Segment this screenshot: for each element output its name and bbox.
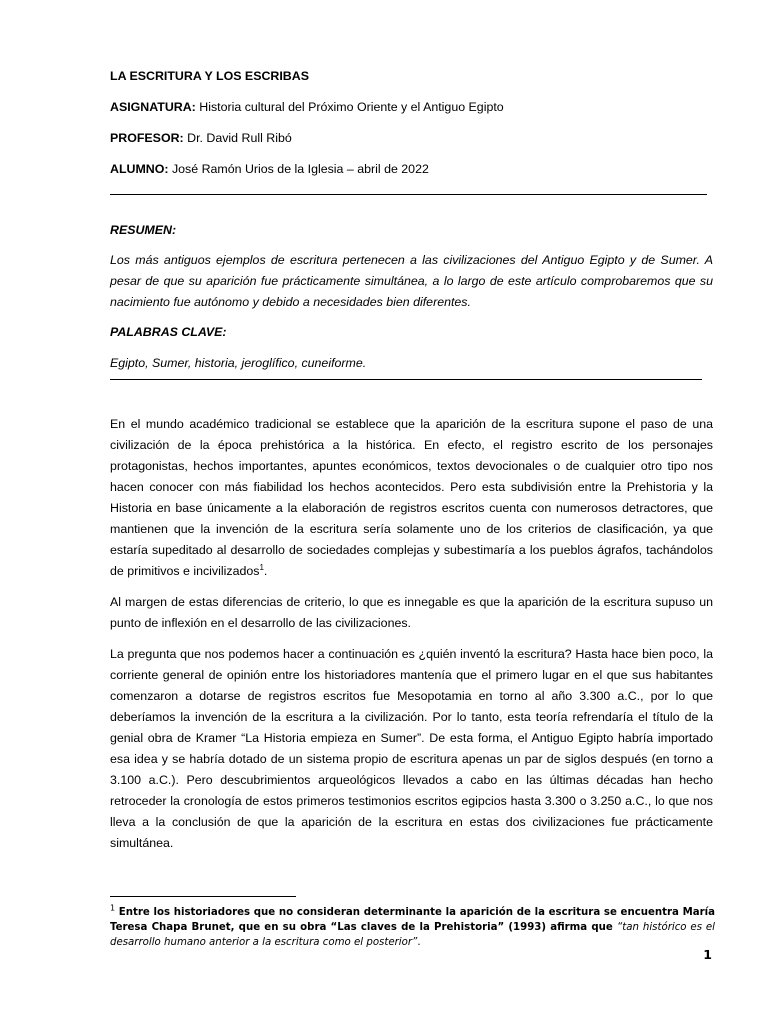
body-paragraph-2: Al margen de estas diferencias de criterio, lo que es innegable es que la aparición de la escritura supuso un punto de inflexión en el desarrollo de las civilizaciones. [110,595,713,630]
footnote-end: . [417,937,421,948]
footnote-text: Entre los historiadores que no consideran determinante la aparición de la escritura se encuentra María Teresa Chapa Brunet, que en su obra “Las claves de la Prehistoria” (1993) afirma que [110,907,715,933]
keywords-text: Egipto, Sumer, historia, jeroglífico, cuneiforme. [110,356,367,370]
document-title: LA ESCRITURA Y LOS ESCRIBAS [110,69,309,83]
header-divider [110,194,707,195]
body-paragraph-3: La pregunta que nos podemos hacer a continuación es ¿quién inventó la escritura? Hasta hace bien poco, la corriente general de opinión entre los historiadores mantenía que el primero lugar en el que sus habitantes comenzaron a dotarse de registros escritos fue Mesopotamia en torno al año 3.300 a.C., por lo que deberíamos la invención de la escritura a la civilización. Por lo tanto, esta teoría refrendaría el título de la genial obra de Kramer “La Historia empieza en Sumer”. De esta forma, el Antiguo Egipto habría importado esa idea y se habría dotado de un sistema propio de escritura apenas un par de siglos después (en torno a 3.100 a.C.). Pero descubrimientos arqueológicos llevados a cabo en las últimas décadas han hecho retroceder la cronología de estos primeros testimonios escritos egipcios hasta 3.300 o 3.250 a.C., lo que nos lleva a la conclusión de que la aparición de la escritura en estas dos civilizaciones fue prácticamente simultánea. [110,647,713,850]
professor-label: PROFESOR: [110,131,184,145]
footnote-separator [110,896,296,897]
subject-line [110,97,713,118]
keywords-heading: PALABRAS CLAVE: [110,325,227,339]
body-paragraph-1 [110,414,713,582]
footnote-number: 1 [110,903,116,913]
student-label: ALUMNO: [110,162,169,176]
abstract-heading: RESUMEN: [110,223,177,237]
paragraph-1-text: En el mundo académico tradicional se establece que la aparición de la escritura supone el paso de una civilización de la época prehistórica a la histórica. En efecto, el registro escrito de los personajes protagonistas, hechos importantes, apuntes económicos, textos devocionales o de cualquier otro tipo nos hacen conocer con más fiabilidad los hechos acontecidos. Pero esta subdivisión entre la Prehistoria y la Historia en base únicamente a la elaboración de registros escritos cuenta con numerosos detractores, que mantienen que la invención de la escritura sería solamente uno de los criterios de clasificación, ya que estaría supeditado al desarrollo de sociedades complejas y subestimaría a los pueblos ágrafos, tachándolos de primitivos e incivilizados [110,417,713,578]
paragraph-1-end: . [263,564,268,578]
footnote [110,905,715,950]
page-number: 1 [703,947,712,962]
student-line [110,159,713,180]
subject-value: Historia cultural del Próximo Oriente y el Antiguo Egipto [199,100,504,114]
footnote-ref[interactable]: 1 [259,562,264,572]
subject-label: ASIGNATURA: [110,100,196,114]
professor-value: Dr. David Rull Ribó [187,131,292,145]
keywords-divider [110,379,702,380]
student-value: José Ramón Urios de la Iglesia – abril de 2022 [171,162,429,176]
footnote-quote: “tan histórico es el desarrollo humano anterior a la escritura como el posterior” [110,922,715,948]
professor-line [110,128,713,149]
abstract-text: Los más antiguos ejemplos de escritura pertenecen a las civilizaciones del Antiguo Egipto y de Sumer. A pesar de que su aparición fue prácticamente simultánea, a lo largo de este artículo comprobaremos que su nacimiento fue autónomo y debido a necesidades bien diferentes. [110,253,713,309]
